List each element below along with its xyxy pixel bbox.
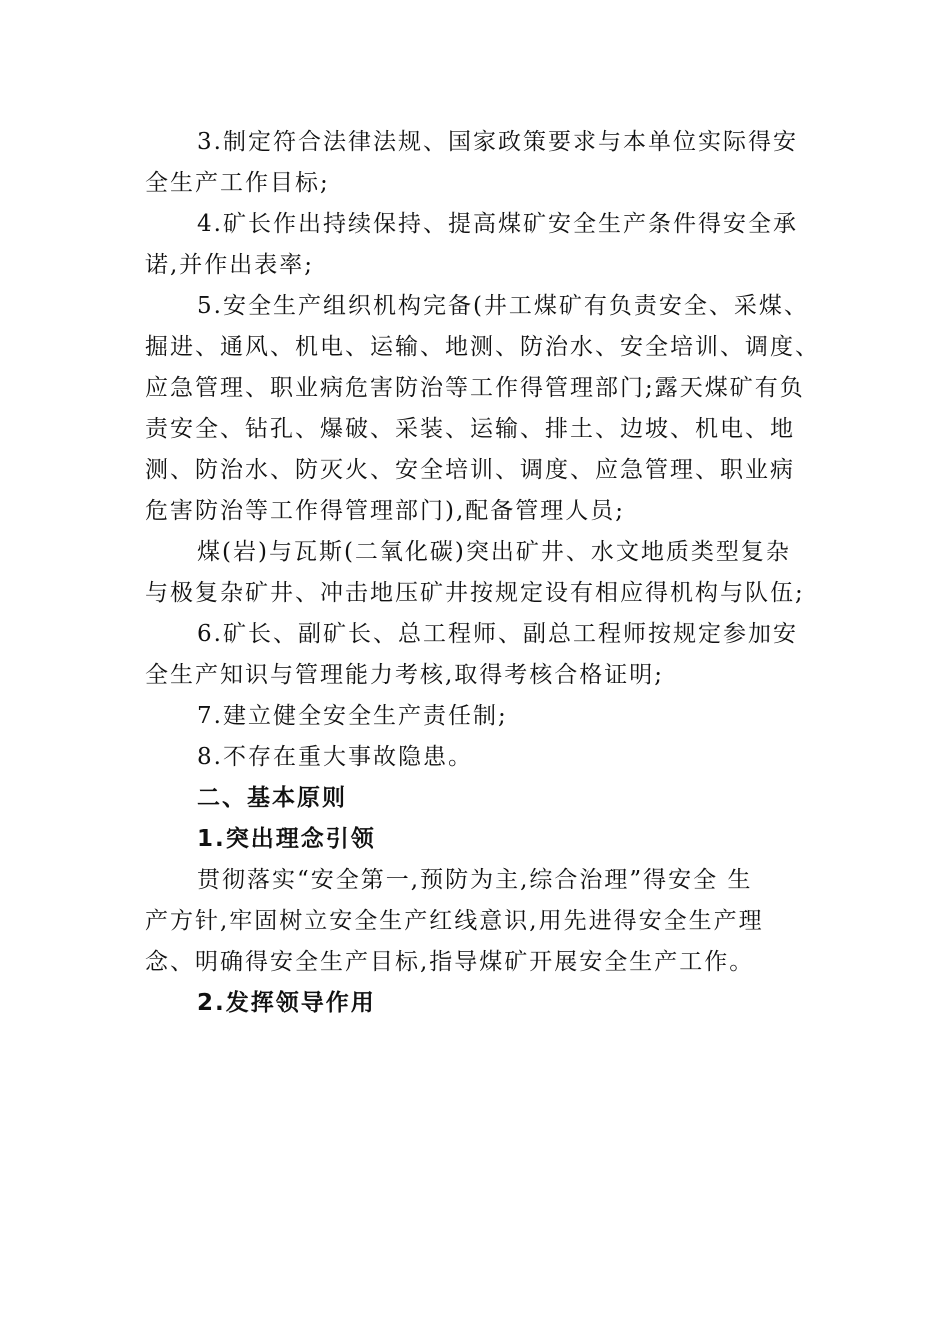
paragraph-line: 8.不存在重大事故隐患。 <box>197 744 473 770</box>
paragraph-line: 全生产工作目标; <box>145 170 330 196</box>
section-heading: 二、基本原则 <box>197 785 347 811</box>
paragraph-line: 贯彻落实“安全第一,预防为主,综合治理”得安全 生 <box>197 867 753 893</box>
paragraph-line: 掘进、通风、机电、运输、地测、防治水、安全培训、调度、 <box>145 334 820 360</box>
paragraph-line: 7.建立健全安全生产责任制; <box>197 703 508 729</box>
paragraph-line: 全生产知识与管理能力考核,取得考核合格证明; <box>145 662 665 688</box>
paragraph-line: 3.制定符合法律法规、国家政策要求与本单位实际得安 <box>197 129 798 155</box>
paragraph-line: 与极复杂矿井、冲击地压矿井按规定设有相应得机构与队伍; <box>145 580 805 606</box>
paragraph-line: 产方针,牢固树立安全生产红线意识,用先进得安全生产理 <box>145 908 764 934</box>
paragraph-line: 责安全、钻孔、爆破、采装、运输、排土、边坡、机电、地 <box>145 416 795 442</box>
paragraph-line: 5.安全生产组织机构完备(井工煤矿有负责安全、采煤、 <box>197 293 809 319</box>
paragraph-line: 应急管理、职业病危害防治等工作得管理部门;露天煤矿有负 <box>145 375 805 401</box>
paragraph-line: 4.矿长作出持续保持、提高煤矿安全生产条件得安全承 <box>197 211 798 237</box>
subsection-heading: 1.突出理念引领 <box>197 826 376 852</box>
paragraph-line: 念、明确得安全生产目标,指导煤矿开展安全生产工作。 <box>145 949 755 975</box>
subsection-heading: 2.发挥领导作用 <box>197 990 376 1016</box>
paragraph-line: 煤(岩)与瓦斯(二氧化碳)突出矿井、水文地质类型复杂 <box>197 539 791 565</box>
paragraph-line: 6.矿长、副矿长、总工程师、副总工程师按规定参加安 <box>197 621 798 647</box>
document-body <box>145 122 820 1024</box>
paragraph-line: 危害防治等工作得管理部门),配备管理人员; <box>145 498 626 524</box>
paragraph-line: 测、防治水、防灭火、安全培训、调度、应急管理、职业病 <box>145 457 795 483</box>
paragraph-line: 诺,并作出表率; <box>145 252 315 278</box>
